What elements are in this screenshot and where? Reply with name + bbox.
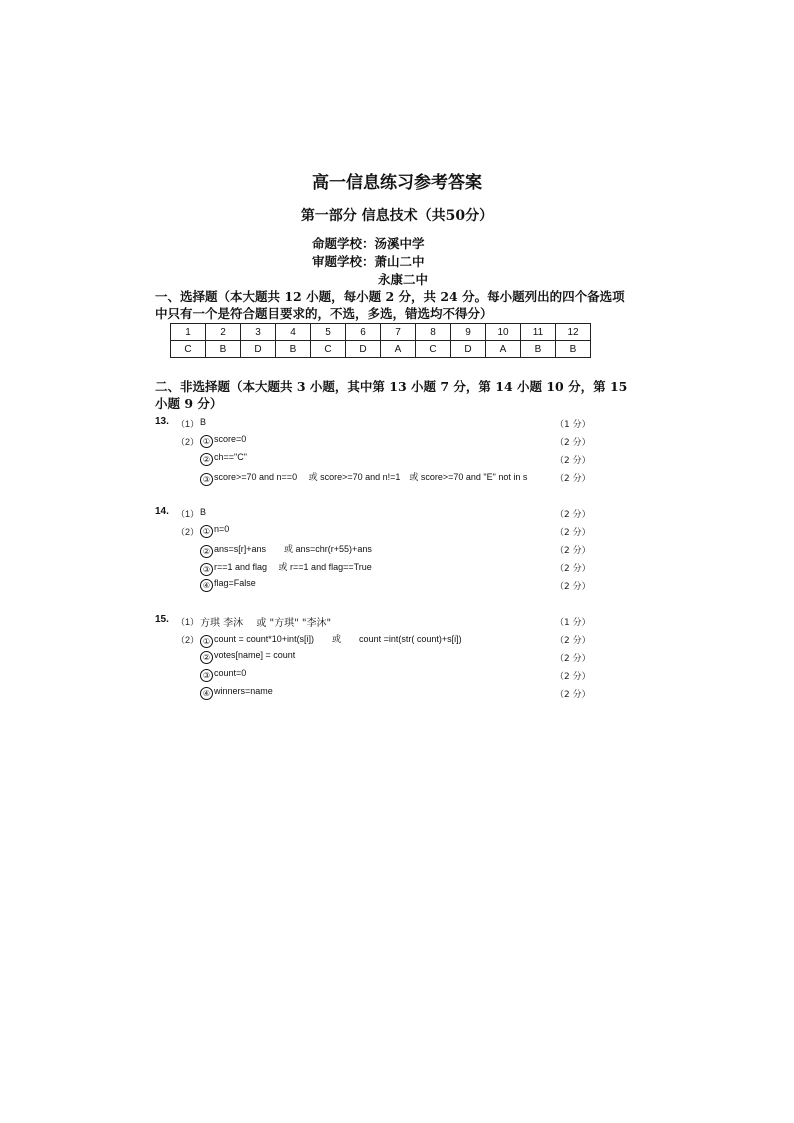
section1-heading	[155, 288, 625, 322]
section2-heading-line2: 小题 9 分）	[155, 396, 223, 411]
q14-number: 14.	[155, 506, 169, 517]
q15-score-4: （2 分）	[555, 672, 591, 682]
q14-line-4	[200, 560, 372, 576]
answer-cell: D	[241, 341, 276, 358]
q14-line-5	[200, 578, 256, 592]
q15-score-5: （2 分）	[555, 690, 591, 700]
answer-cell: D	[451, 341, 486, 358]
qnum-cell: 4	[276, 324, 311, 341]
q15-answer-4: count=0	[214, 668, 247, 678]
q13-score-2: （2 分）	[555, 438, 591, 448]
question-number-row	[171, 324, 591, 341]
reviewer-school-2: 永康二中	[378, 272, 429, 287]
q15-line-3	[200, 650, 295, 664]
q13-answer-4: score>=70 and n==0 或 score>=70 and n!=1 或 score>=70 and "E" not in s	[214, 472, 528, 482]
answer-cell: B	[521, 341, 556, 358]
qnum-cell: 2	[206, 324, 241, 341]
q13-line-3	[200, 452, 247, 466]
q13-score-1: （1 分）	[555, 420, 591, 430]
q14-score-2: （2 分）	[555, 528, 591, 538]
qnum-cell: 6	[346, 324, 381, 341]
answer-cell: C	[311, 341, 346, 358]
q14-line-2	[200, 524, 229, 538]
q15-line-4	[200, 668, 246, 682]
q15-line-2	[200, 632, 462, 648]
q15-answer-2: count = count*10+int(s[i]) 或 count =int(str( count)+s[i])	[214, 634, 462, 644]
q15-score-1: （1 分）	[555, 618, 591, 628]
answer-cell: B	[206, 341, 241, 358]
q14-part2-label: （2）	[176, 527, 200, 537]
q14-circle-1: ①	[200, 525, 213, 538]
qnum-cell: 10	[486, 324, 521, 341]
answer-cell: A	[486, 341, 521, 358]
section2-heading-line1: 二、非选择题（本大题共 3 小题，其中第 13 小题 7 分，第 14 小题 10 分，第 15	[155, 379, 628, 394]
q15-circle-3: ③	[200, 669, 213, 682]
qnum-cell: 7	[381, 324, 416, 341]
q13-part2-label: （2）	[176, 437, 200, 447]
q13-line-2	[200, 434, 246, 448]
answer-cell: B	[276, 341, 311, 358]
q15-part2-label: （2）	[176, 635, 200, 645]
q15-answer-1: 方琪 李沐 或 "方琪" "李沐"	[200, 618, 332, 629]
answer-row	[171, 341, 591, 358]
q14-part1-label: （1）	[176, 509, 200, 519]
q14-circle-2: ②	[200, 545, 213, 558]
q13-answer-1: B	[200, 417, 207, 427]
section2-heading	[155, 378, 627, 412]
answer-cell: C	[416, 341, 451, 358]
q14-answer-3: ans=s[r]+ans 或 ans=chr(r+55)+ans	[214, 544, 372, 554]
qnum-cell: 11	[521, 324, 556, 341]
q14-circle-3: ③	[200, 563, 213, 576]
qnum-cell: 5	[311, 324, 346, 341]
q13-answer-3: ch=="C"	[214, 452, 247, 462]
q14-answer-1: B	[200, 507, 207, 517]
answer-table	[170, 323, 591, 358]
q15-circle-4: ④	[200, 687, 213, 700]
q13-number: 13.	[155, 416, 169, 427]
answer-cell: D	[346, 341, 381, 358]
q14-score-5: （2 分）	[555, 582, 591, 592]
q15-circle-2: ②	[200, 651, 213, 664]
q15-answer-3: votes[name] = count	[214, 650, 296, 660]
answer-cell: A	[381, 341, 416, 358]
section1-heading-line1: 一、选择题（本大题共 12 小题，每小题 2 分，共 24 分。每小题列出的四个备选项	[155, 289, 625, 304]
q13-score-3: （2 分）	[555, 456, 591, 466]
qnum-cell: 8	[416, 324, 451, 341]
page-title: 高一信息练习参考答案	[312, 173, 482, 193]
setter-school: 命题学校：汤溪中学	[312, 236, 425, 251]
part-subtitle: 第一部分 信息技术（共50分）	[300, 208, 494, 224]
q15-circle-1: ①	[200, 635, 213, 648]
qnum-cell: 9	[451, 324, 486, 341]
q13-circle-3: ③	[200, 473, 213, 486]
q13-answer-2: score=0	[214, 434, 247, 444]
q15-score-2: （2 分）	[555, 636, 591, 646]
q14-score-1: （2 分）	[555, 510, 591, 520]
q14-answer-4: r==1 and flag 或 r==1 and flag==True	[214, 562, 372, 572]
q14-circle-4: ④	[200, 579, 213, 592]
section1-heading-line2: 中只有一个是符合题目要求的，不选，多选，错选均不得分）	[155, 306, 493, 321]
q15-part1-label: （1）	[176, 617, 200, 627]
q15-number: 15.	[155, 614, 169, 625]
qnum-cell: 3	[241, 324, 276, 341]
q14-line-3	[200, 542, 372, 558]
q14-answer-2: n=0	[214, 524, 230, 534]
qnum-cell: 12	[556, 324, 591, 341]
q13-circle-2: ②	[200, 453, 213, 466]
q13-part1-label: （1）	[176, 419, 200, 429]
q14-score-3: （2 分）	[555, 546, 591, 556]
q15-score-3: （2 分）	[555, 654, 591, 664]
answer-cell: C	[171, 341, 206, 358]
answer-cell: B	[556, 341, 591, 358]
q15-answer-5: winners=name	[214, 686, 273, 696]
reviewer-school-1: 审题学校：萧山二中	[312, 254, 425, 269]
q15-line-5	[200, 686, 273, 700]
q14-score-4: （2 分）	[555, 564, 591, 574]
q14-answer-5: flag=False	[214, 578, 256, 588]
q13-score-4: （2 分）	[555, 474, 591, 484]
qnum-cell: 1	[171, 324, 206, 341]
q13-line-4	[200, 470, 527, 486]
q13-circle-1: ①	[200, 435, 213, 448]
